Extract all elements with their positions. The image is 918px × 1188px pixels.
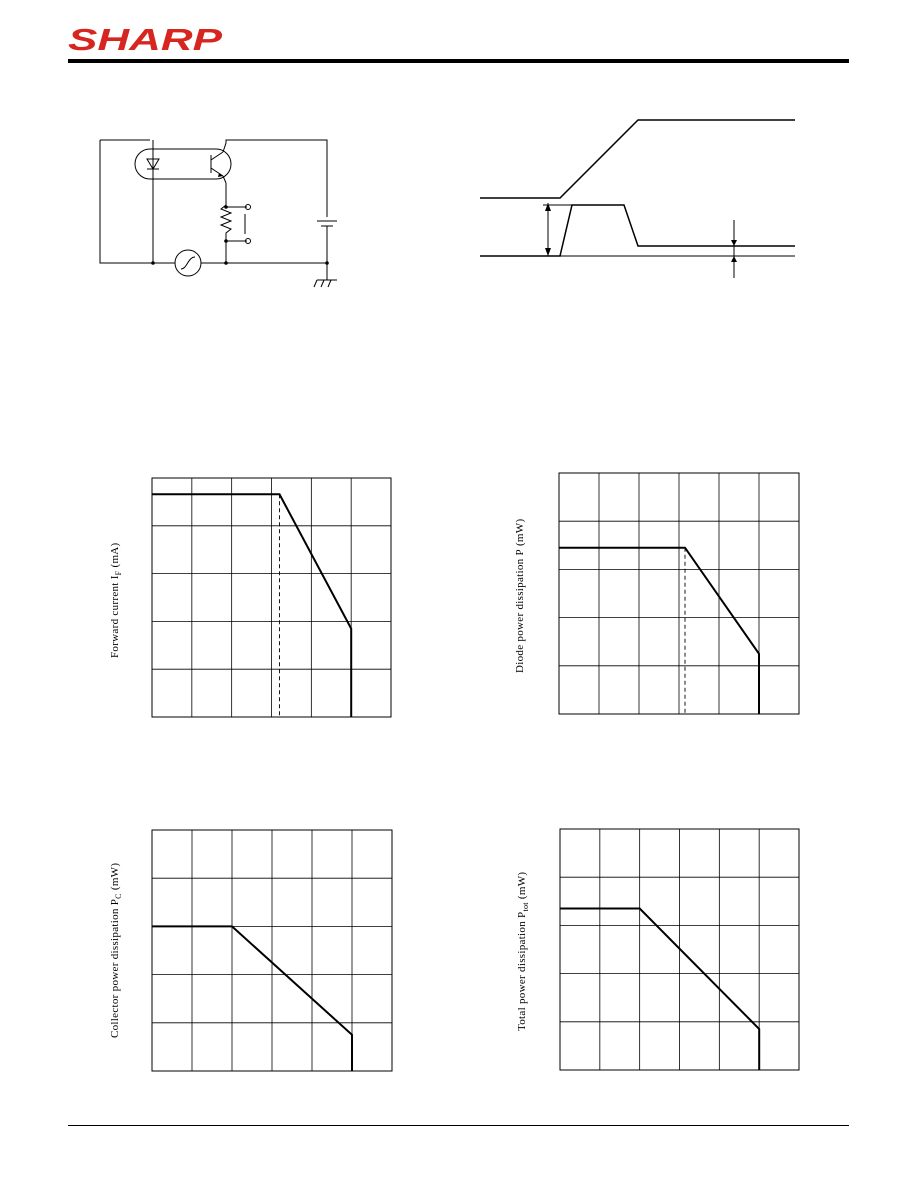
sharp-logo: [68, 22, 224, 57]
chart-4-svg: [510, 825, 810, 1085]
chart-3-ylabel-unit: (mW): [109, 862, 121, 894]
derating-curve: [560, 909, 759, 1071]
derating-curve: [152, 494, 351, 717]
chart-3-svg: [105, 825, 405, 1085]
chart-2-svg: [510, 465, 810, 725]
chart-collector-power: [105, 825, 405, 1085]
test-circuit-diagram: [95, 135, 345, 295]
chart-1-ylabel-unit: (mA): [109, 542, 121, 571]
test-circuit-svg: [95, 135, 345, 295]
chart-2-ylabel-main: Diode power dissipation P: [514, 549, 526, 673]
chart-3-ylabel-main: Collector power dissipation P: [109, 898, 121, 1038]
chart-forward-current: [105, 470, 405, 730]
chart-1-svg: [105, 470, 405, 730]
chart-2-ylabel-unit: (mW): [514, 518, 526, 550]
chart-diode-power: [510, 465, 810, 725]
input-waveform: [480, 120, 795, 198]
response-waveform-diagram: [480, 110, 800, 285]
derating-curve: [152, 926, 352, 1071]
response-waveform-svg: [480, 110, 800, 285]
chart-4-ylabel-unit: (mW): [516, 871, 528, 903]
optocoupler-package: [135, 149, 231, 179]
sharp-logo-text: SHARP: [68, 22, 223, 57]
output-waveform: [480, 205, 795, 256]
chart-4-ylabel-sub: tot: [521, 902, 531, 912]
chart-1-ylabel-sub: F: [114, 570, 124, 576]
chart-1-ylabel-main: Forward current I: [109, 575, 121, 658]
chart-4-ylabel-main: Total power dissipation P: [516, 911, 528, 1031]
derating-curve: [559, 548, 759, 714]
chart-3-ylabel-sub: C: [114, 893, 124, 899]
footer-rule: [68, 1125, 849, 1126]
chart-total-power: [510, 825, 810, 1085]
header-rule: [68, 59, 849, 63]
